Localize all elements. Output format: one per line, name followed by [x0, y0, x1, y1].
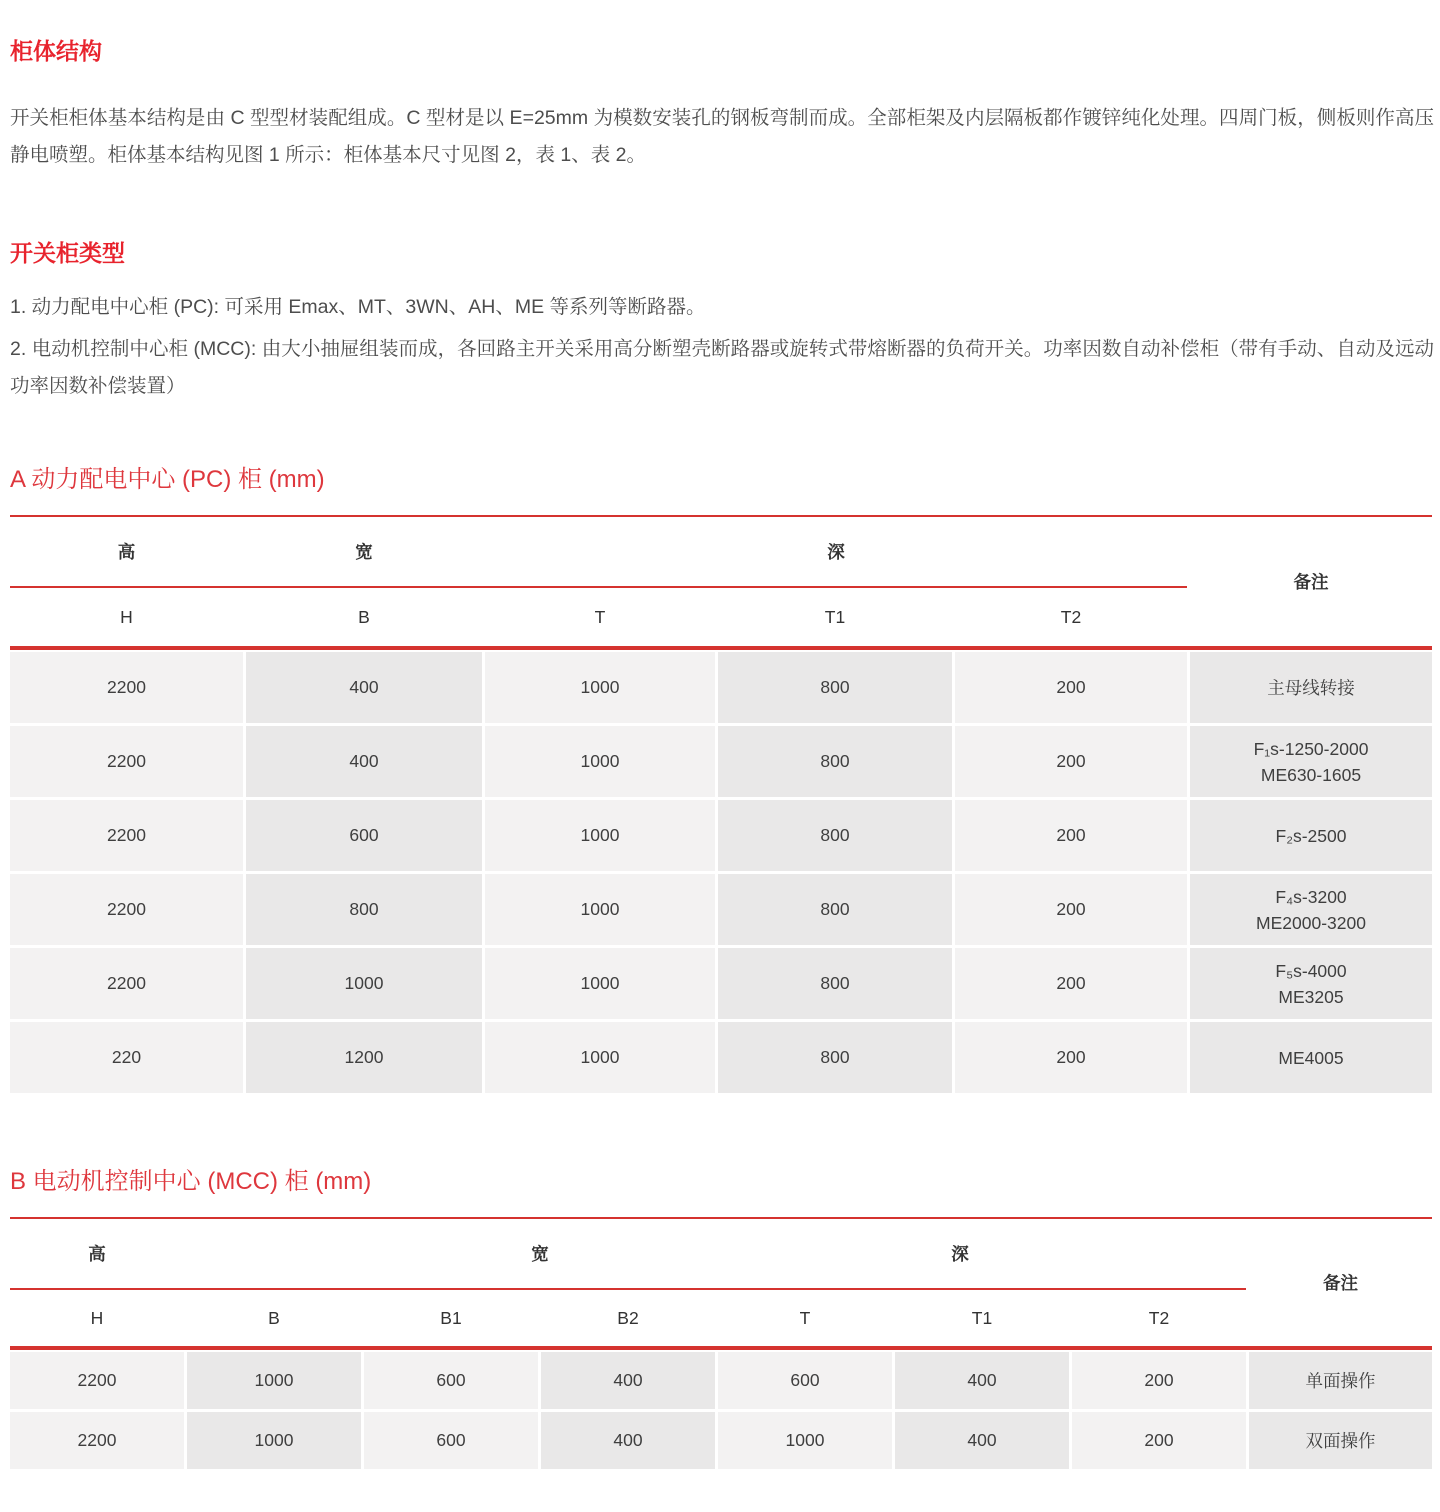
cell-h: 220	[10, 1022, 243, 1093]
table-b-col-B2: B2	[617, 1307, 639, 1328]
table-a-col-T2: T2	[1060, 606, 1082, 627]
table-b-col-T2: T2	[1148, 1307, 1170, 1328]
cell-t1: 800	[718, 726, 952, 797]
table-b-body	[10, 1352, 1432, 1469]
switchgear-type-item-mcc: 2. 电动机控制中心柜 (MCC): 由大小抽屉组装而成，各回路主开关采用高分断塑壳断路器或旋转式带熔断器的负荷开关。功率因数自动补偿柜（带有手动、自动及远动功率因数补偿装置）	[10, 338, 1434, 397]
cell-t2: 200	[1072, 1352, 1246, 1409]
remark-line-1: F₁s-1250-2000	[1253, 738, 1369, 759]
cell-t1: 800	[718, 874, 952, 945]
cell-t1: 400	[895, 1412, 1069, 1469]
cell-b1: 600	[364, 1412, 538, 1469]
cell-t: 1000	[485, 1022, 715, 1093]
cell-t2: 200	[955, 800, 1187, 871]
cell-remark	[1190, 874, 1432, 945]
cell-t1: 800	[718, 1022, 952, 1093]
cell-t2: 200	[955, 1022, 1187, 1093]
cell-t: 1000	[485, 652, 715, 723]
cell-b: 1000	[187, 1352, 361, 1409]
table-b-col-B: B	[268, 1307, 280, 1328]
cell-t1: 800	[718, 948, 952, 1019]
cell-b: 600	[246, 800, 482, 871]
switchgear-type-item-pc: 1. 动力配电中心柜 (PC): 可采用 Emax、MT、3WN、AH、ME 等系列等断路器。	[10, 296, 706, 318]
cabinet-structure-paragraph: 开关柜柜体基本结构是由 C 型型材装配组成。C 型材是以 E=25mm 为模数安装孔的钢板弯制而成。全部柜架及内层隔板都作镀锌纯化处理。四周门板，侧板则作高压静电喷塑。柜体基本结构见图 1 所示：柜体基本尺寸见图 2，表 1、表 2。	[10, 107, 1434, 166]
cell-h: 2200	[10, 948, 243, 1019]
cell-t2: 200	[955, 726, 1187, 797]
table-a-body	[10, 652, 1432, 1093]
cell-b2: 400	[541, 1412, 715, 1469]
remark-line-2: ME3205	[1278, 986, 1344, 1007]
cell-b: 1000	[187, 1412, 361, 1469]
section-title-cabinet-structure: 柜体结构	[10, 38, 102, 64]
cell-t2: 200	[1072, 1412, 1246, 1469]
table-b-colgroup-height: 高	[88, 1244, 106, 1264]
cell-t2: 200	[955, 652, 1187, 723]
table-a-col-T1: T1	[824, 606, 846, 627]
table-a-colgroup-remark: 备注	[1293, 572, 1329, 592]
cell-b1: 600	[364, 1352, 538, 1409]
cell-remark	[1190, 948, 1432, 1019]
table-b-col-H: H	[90, 1307, 104, 1328]
cell-t: 1000	[718, 1412, 892, 1469]
remark-line-2: ME2000-3200	[1256, 912, 1366, 933]
cell-t2: 200	[955, 948, 1187, 1019]
cell-t: 1000	[485, 800, 715, 871]
cell-b: 1000	[246, 948, 482, 1019]
cell-t: 600	[718, 1352, 892, 1409]
cell-b2: 400	[541, 1352, 715, 1409]
cell-t: 1000	[485, 874, 715, 945]
table-a-col-B: B	[358, 606, 370, 627]
remark-line-1: F₄s-3200	[1275, 886, 1347, 907]
table-b-colgroup-remark: 备注	[1323, 1273, 1358, 1293]
table-b-col-T: T	[799, 1307, 811, 1328]
cell-remark	[1190, 726, 1432, 797]
cell-remark	[1190, 800, 1432, 871]
remark-line-2: ME630-1605	[1260, 764, 1362, 785]
table-a-colgroup-depth: 深	[827, 542, 845, 562]
table-a-colgroup-width: 宽	[355, 542, 373, 562]
table-b-header	[10, 1217, 1432, 1350]
cell-remark	[1190, 652, 1432, 723]
cell-t1: 400	[895, 1352, 1069, 1409]
table-a-header	[10, 515, 1432, 650]
cell-b: 800	[246, 874, 482, 945]
table-b-title: B 电动机控制中心 (MCC) 柜 (mm)	[10, 1168, 372, 1195]
remark-line-1: F₅s-4000	[1275, 960, 1347, 981]
cell-h: 2200	[10, 1352, 184, 1409]
remark-line-1: F₂s-2500	[1275, 825, 1347, 846]
table-b-col-B1: B1	[440, 1307, 462, 1328]
cell-t1: 800	[718, 652, 952, 723]
cell-remark	[1190, 1022, 1432, 1093]
table-a-colgroup-height: 高	[117, 542, 136, 562]
table-b-colgroup-width: 宽	[531, 1244, 549, 1264]
cell-h: 2200	[10, 874, 243, 945]
cell-h: 2200	[10, 726, 243, 797]
cell-t: 1000	[485, 948, 715, 1019]
cell-h: 2200	[10, 1412, 184, 1469]
remark-line-1: 主母线转接	[1267, 677, 1355, 698]
cell-remark: 双面操作	[1249, 1412, 1432, 1469]
cell-remark: 单面操作	[1249, 1352, 1432, 1409]
cell-t2: 200	[955, 874, 1187, 945]
cell-h: 2200	[10, 652, 243, 723]
table-b-col-T1: T1	[971, 1307, 993, 1328]
table-a-title: A 动力配电中心 (PC) 柜 (mm)	[10, 466, 325, 493]
cell-b: 400	[246, 652, 482, 723]
section-title-switchgear-types: 开关柜类型	[10, 240, 125, 266]
table-b-colgroup-depth: 深	[951, 1244, 969, 1264]
cell-b: 400	[246, 726, 482, 797]
table-a-col-H: H	[120, 606, 133, 627]
cell-h: 2200	[10, 800, 243, 871]
cell-b: 1200	[246, 1022, 482, 1093]
table-a-col-T: T	[594, 606, 606, 627]
remark-line-1: ME4005	[1278, 1047, 1344, 1068]
cell-t: 1000	[485, 726, 715, 797]
cell-t1: 800	[718, 800, 952, 871]
